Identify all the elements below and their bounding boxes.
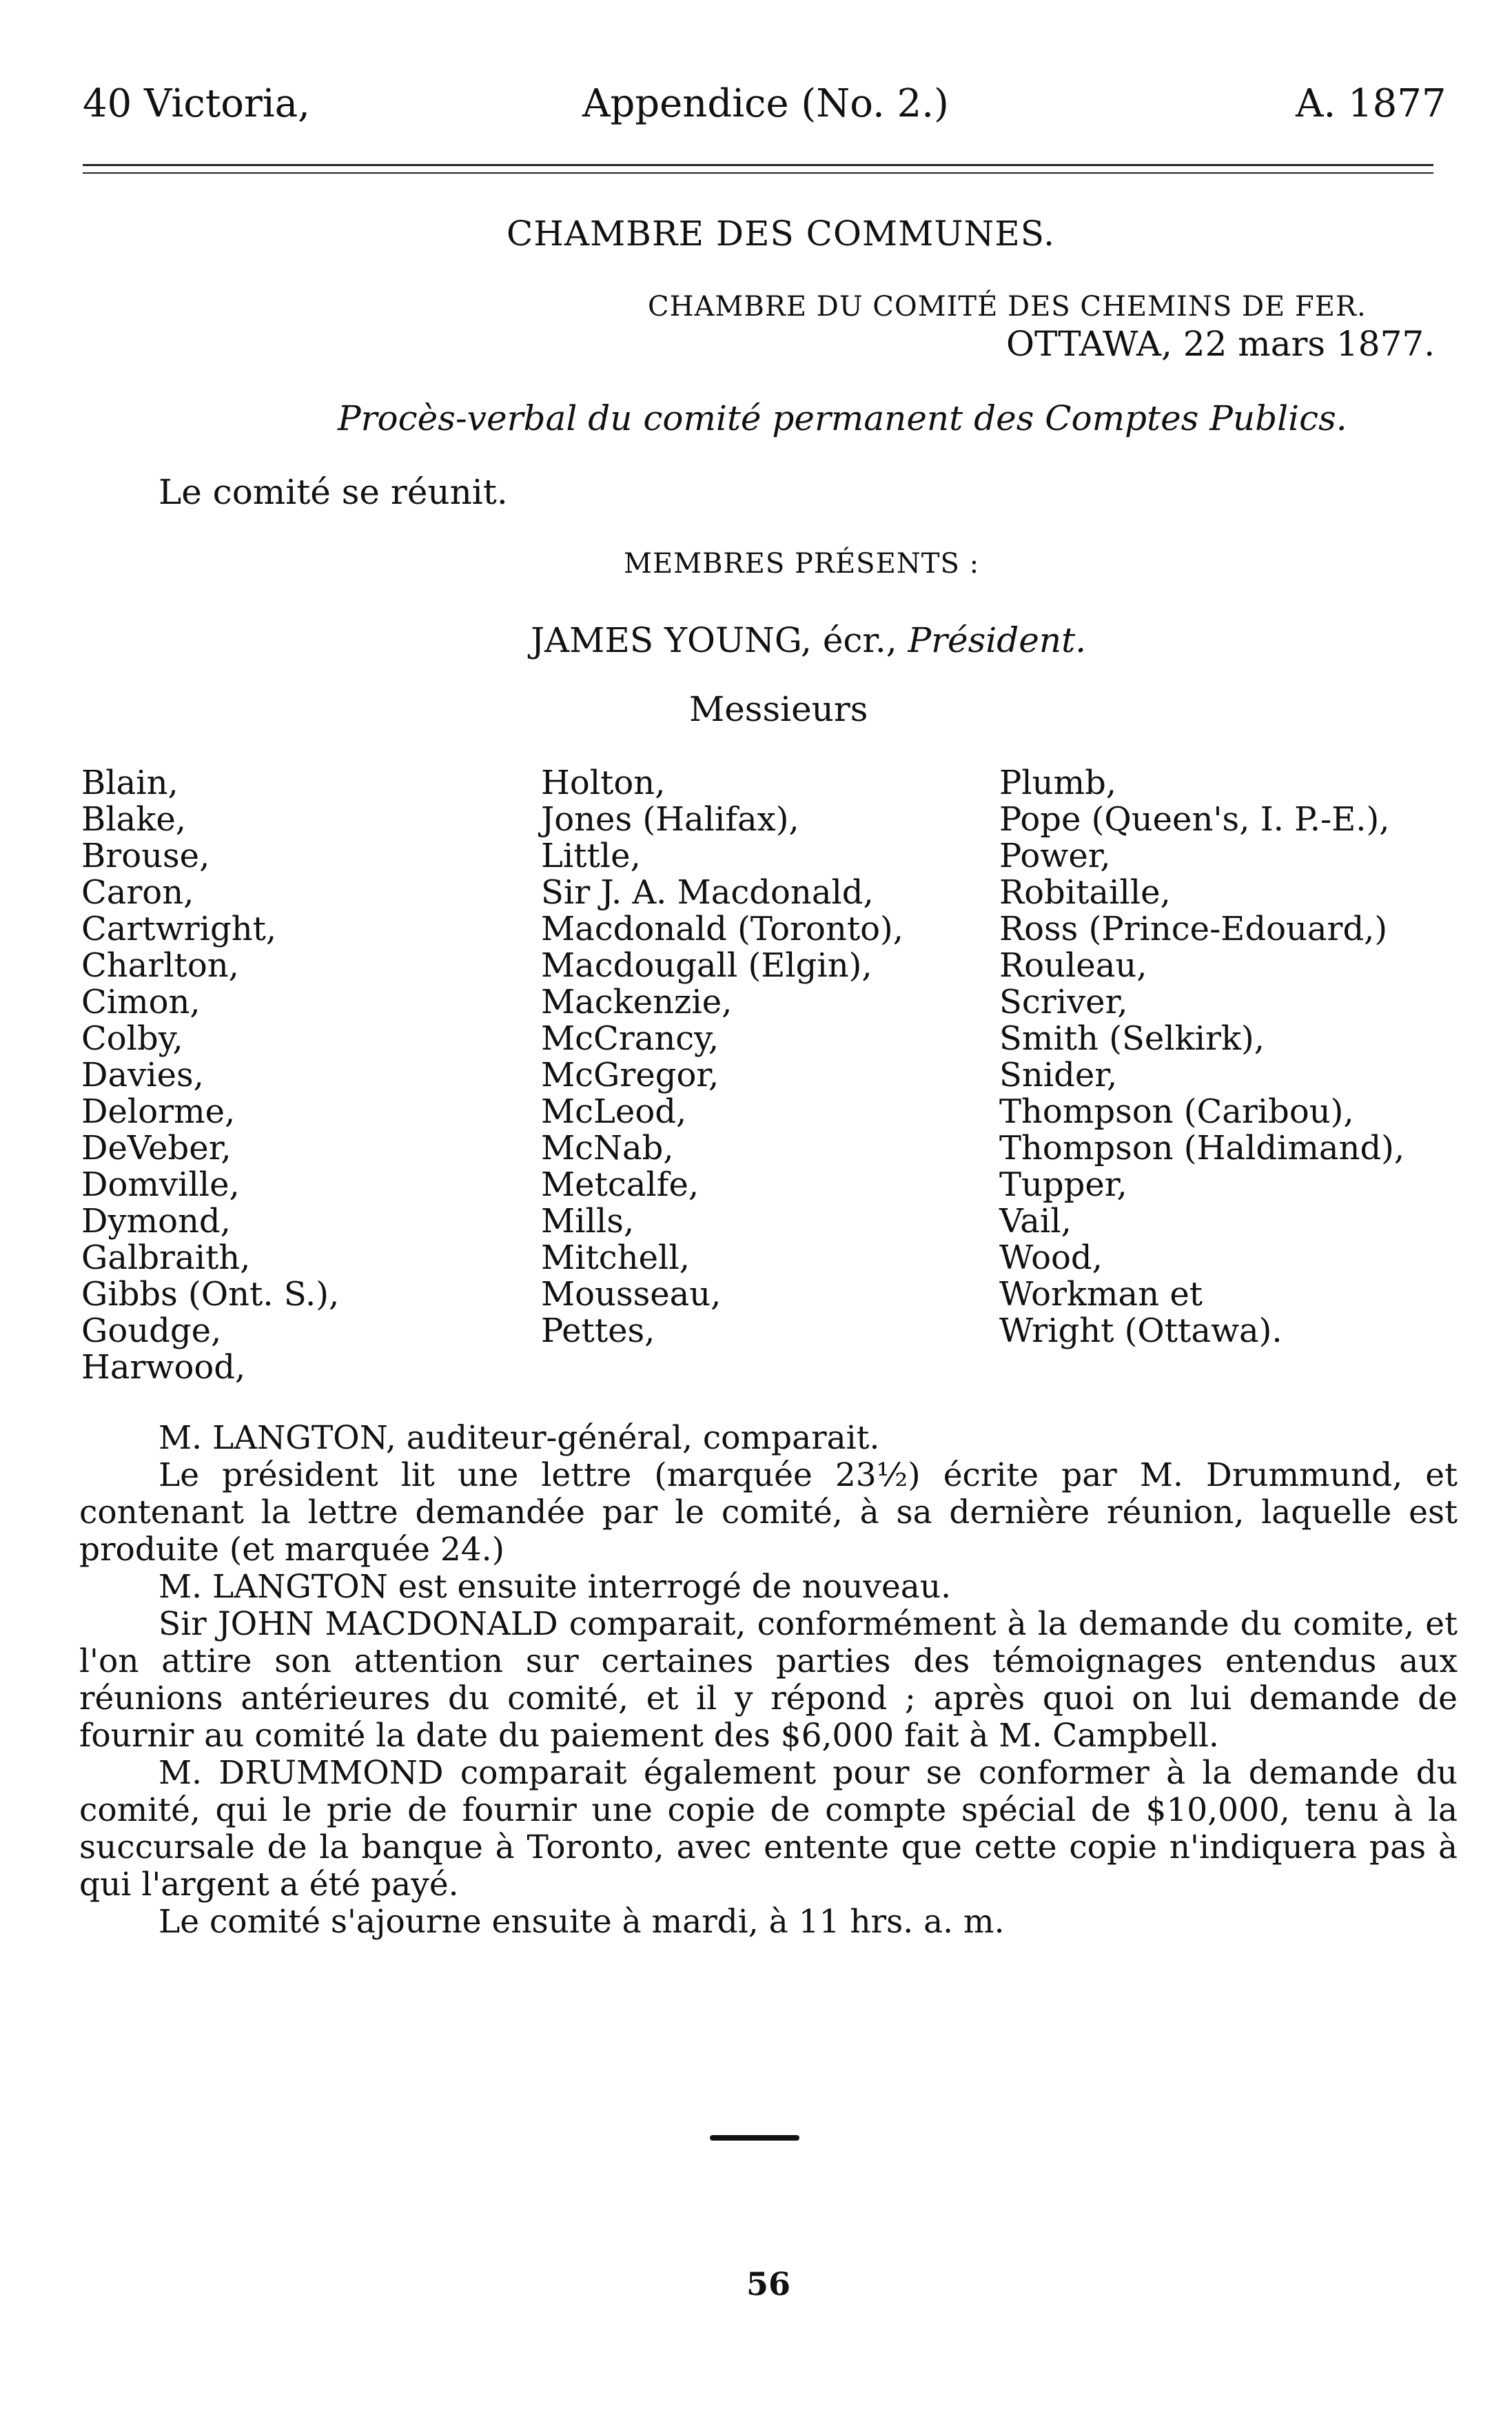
messieurs-label: Messieurs (689, 689, 868, 729)
member-name: Thompson (Haldimand), (999, 1129, 1405, 1167)
member-name: Colby, (81, 1019, 183, 1058)
member-name: Harwood, (81, 1348, 246, 1387)
member-name: Mackenzie, (541, 983, 733, 1021)
member-name: Workman et (999, 1275, 1203, 1314)
member-name: Metcalfe, (541, 1165, 699, 1204)
member-name: Snider, (999, 1056, 1118, 1094)
member-name: Tupper, (999, 1165, 1127, 1204)
member-name: Blain, (81, 764, 178, 802)
member-name: Vail, (999, 1202, 1072, 1241)
member-name: Ross (Prince-Edouard,) (999, 910, 1388, 948)
president-name: JAMES YOUNG, écr., (531, 620, 908, 660)
member-name: Davies, (81, 1056, 204, 1094)
member-name: DeVeber, (81, 1129, 232, 1167)
member-name: Holton, (541, 764, 666, 802)
members-column-1 (81, 765, 339, 1386)
member-name: Gibbs (Ont. S.), (81, 1275, 340, 1314)
paragraph-drummond: M. DRUMMOND comparait également pour se conformer à la demande du comité, qui le prie de fournir une copie de compte spécial de $10,000, tenu à la succursale de la banque à Toronto, avec entente que cette copie n'indiquera pas à qui l'argent a été payé. (79, 1754, 1458, 1904)
member-name: Galbraith, (81, 1238, 251, 1277)
member-name: Wright (Ottawa). (999, 1312, 1283, 1350)
minutes-title: Procès-verbal du comité permanent des Comptes Publics. (338, 398, 1347, 438)
member-name: Brouse, (81, 837, 210, 875)
member-name: Mitchell, (541, 1238, 690, 1277)
proceedings (79, 1420, 1458, 1941)
member-name: Blake, (81, 800, 186, 839)
member-name: McNab, (541, 1129, 674, 1167)
member-name: Robitaille, (999, 873, 1171, 912)
member-name: Caron, (81, 873, 194, 912)
member-name: McLeod, (541, 1092, 687, 1131)
members-column-2 (541, 765, 903, 1349)
president-line (531, 620, 1086, 660)
member-name: Cimon, (81, 983, 201, 1021)
member-name: Macdonald (Toronto), (541, 910, 903, 948)
member-name: Domville, (81, 1165, 240, 1204)
paragraph-adjourn: Le comité s'ajourne ensuite à mardi, à 11 hrs. a. m. (159, 1903, 1005, 1941)
meeting-statement: Le comité se réunit. (159, 472, 508, 512)
paragraph-langton-appears: M. LANGTON, auditeur-général, comparait. (159, 1419, 880, 1457)
member-name: Cartwright, (81, 910, 277, 948)
member-name: McGregor, (541, 1056, 719, 1094)
president-title: Président. (908, 620, 1087, 660)
paragraph-langton-examined: M. LANGTON est ensuite interrogé de nouveau. (159, 1568, 952, 1606)
member-name: Delorme, (81, 1092, 236, 1131)
header-rule-top (83, 164, 1433, 166)
member-name: Sir J. A. Macdonald, (541, 873, 874, 912)
paragraph-macdonald: Sir JOHN MACDONALD comparait, conformément à la demande du comite, et l'on attire son attention sur certaines parties des témoignages entendus aux réunions antérieures du comité, et il y répond ; après quoi on lui demande de fournir au comité la date du paiement des $6,000 fait à M. Campbell. (79, 1605, 1458, 1755)
member-name: McCrancy, (541, 1019, 719, 1058)
paragraph-letter: Le président lit une lettre (marquée 23½) écrite par M. Drummund, et contenant la lettre demandée par le comité, à sa dernière réunion, laquelle est produite (et marquée 24.) (79, 1456, 1458, 1569)
member-name: Scriver, (999, 983, 1128, 1021)
member-name: Power, (999, 837, 1111, 875)
place-date: OTTAWA, 22 mars 1877. (1006, 324, 1436, 364)
closing-rule (710, 2135, 799, 2141)
member-name: Pope (Queen's, I. P.-E.), (999, 800, 1390, 839)
member-name: Mousseau, (541, 1275, 722, 1314)
members-heading: MEMBRES PRÉSENTS : (624, 548, 980, 580)
member-name: Wood, (999, 1238, 1103, 1277)
member-name: Rouleau, (999, 946, 1147, 985)
member-name: Little, (541, 837, 641, 875)
member-name: Charlton, (81, 946, 239, 985)
member-name: Mills, (541, 1202, 635, 1241)
member-name: Smith (Selkirk), (999, 1019, 1265, 1058)
member-name: Dymond, (81, 1202, 231, 1241)
header-session: 40 Victoria, (83, 81, 310, 126)
member-name: Thompson (Caribou), (999, 1092, 1354, 1131)
header-appendix: Appendice (No. 2.) (582, 81, 949, 126)
member-name: Jones (Halifax), (541, 800, 799, 839)
member-name: Pettes, (541, 1312, 655, 1350)
members-column-3 (999, 765, 1404, 1349)
house-title: CHAMBRE DES COMMUNES. (507, 214, 1056, 254)
member-name: Macdougall (Elgin), (541, 946, 872, 985)
member-name: Goudge, (81, 1312, 222, 1350)
committee-room: CHAMBRE DU COMITÉ DES CHEMINS DE FER. (648, 291, 1367, 323)
member-name: Plumb, (999, 764, 1117, 802)
page-number: 56 (746, 2265, 791, 2303)
header-rule-bottom (83, 172, 1433, 174)
header-year: A. 1877 (1296, 81, 1447, 126)
